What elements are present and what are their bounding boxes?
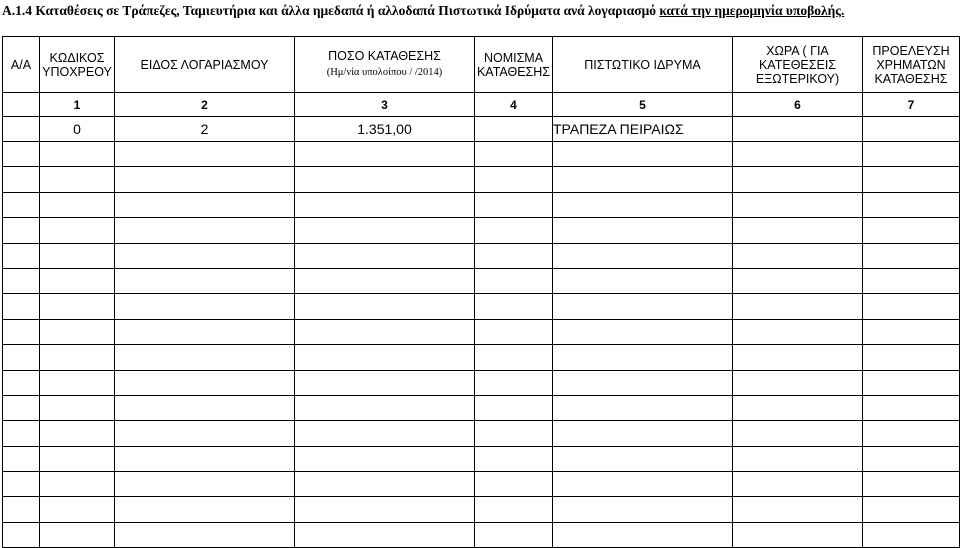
empty-cell (475, 421, 553, 446)
empty-table-row (3, 472, 960, 497)
empty-cell (115, 446, 295, 471)
cell-aa (3, 117, 40, 142)
empty-cell (475, 472, 553, 497)
empty-cell (553, 167, 733, 192)
empty-cell (475, 243, 553, 268)
column-number: 6 (733, 93, 863, 117)
empty-cell (3, 497, 40, 522)
empty-cell (3, 192, 40, 217)
empty-cell (40, 192, 115, 217)
empty-cell (115, 294, 295, 319)
empty-cell (733, 167, 863, 192)
empty-cell (733, 243, 863, 268)
empty-cell (863, 395, 960, 420)
empty-table-row (3, 167, 960, 192)
deposits-table (2, 36, 960, 548)
empty-cell (553, 345, 733, 370)
empty-cell (295, 497, 475, 522)
empty-cell (115, 268, 295, 293)
empty-cell (863, 446, 960, 471)
empty-cell (40, 167, 115, 192)
empty-cell (295, 243, 475, 268)
column-number: 5 (553, 93, 733, 117)
empty-cell (3, 370, 40, 395)
empty-cell (40, 370, 115, 395)
empty-cell (295, 395, 475, 420)
empty-table-row (3, 446, 960, 471)
empty-cell (40, 472, 115, 497)
empty-cell (863, 522, 960, 547)
cell-funds-origin (863, 117, 960, 142)
empty-table-row (3, 395, 960, 420)
header-account-type: ΕΙΔΟΣ ΛΟΓΑΡΙΑΣΜΟΥ (115, 37, 295, 93)
empty-cell (553, 497, 733, 522)
empty-table-row (3, 345, 960, 370)
empty-cell (553, 243, 733, 268)
empty-cell (863, 142, 960, 167)
header-row (3, 37, 960, 93)
column-number: 1 (40, 93, 115, 117)
empty-cell (733, 446, 863, 471)
empty-cell (475, 167, 553, 192)
empty-cell (863, 345, 960, 370)
empty-cell (475, 319, 553, 344)
header-balance-date-note: (Ημ/νία υπολοίπου / /2014) (326, 67, 443, 78)
empty-cell (553, 472, 733, 497)
empty-cell (295, 268, 475, 293)
empty-cell (3, 446, 40, 471)
empty-cell (475, 522, 553, 547)
column-number (3, 93, 40, 117)
empty-cell (295, 522, 475, 547)
empty-cell (3, 167, 40, 192)
empty-cell (115, 421, 295, 446)
cell-account-type: 2 (115, 117, 295, 142)
empty-cell (475, 294, 553, 319)
cell-deposit-amount: 1.351,00 (295, 117, 475, 142)
header-country: ΧΩΡΑ ( ΓΙΑ ΚΑΤΕΘΕΣΕΙΣ ΕΞΩΤΕΡΙΚΟΥ) (733, 37, 863, 93)
section-description-underlined: κατά την ημερομηνία υποβολής. (659, 3, 845, 18)
empty-cell (115, 472, 295, 497)
empty-cell (40, 345, 115, 370)
empty-cell (115, 395, 295, 420)
empty-cell (40, 268, 115, 293)
column-number: 4 (475, 93, 553, 117)
empty-cell (295, 294, 475, 319)
empty-cell (863, 243, 960, 268)
header-funds-origin: ΠΡΟΕΛΕΥΣΗ ΧΡΗΜΑΤΩΝ ΚΑΤΑΘΕΣΗΣ (863, 37, 960, 93)
empty-table-row (3, 192, 960, 217)
empty-cell (3, 319, 40, 344)
empty-cell (115, 142, 295, 167)
empty-cell (553, 395, 733, 420)
column-number: 7 (863, 93, 960, 117)
section-description: Καταθέσεις σε Τράπεζες, Ταμιευτήρια και άλλα ημεδαπά ή αλλοδαπά Πιστωτικά Ιδρύματα ανά λογαριασμό (32, 3, 660, 18)
empty-cell (40, 294, 115, 319)
empty-cell (3, 522, 40, 547)
empty-cell (40, 395, 115, 420)
empty-cell (733, 192, 863, 217)
empty-cell (475, 268, 553, 293)
table-row (3, 117, 960, 142)
empty-cell (3, 395, 40, 420)
form-section-title (2, 2, 958, 20)
cell-obligor-code: 0 (40, 117, 115, 142)
header-obligor-code: ΚΩΔΙΚΟΣ ΥΠΟΧΡΕΟΥ (40, 37, 115, 93)
empty-cell (475, 446, 553, 471)
empty-cell (475, 497, 553, 522)
empty-cell (863, 268, 960, 293)
empty-cell (295, 167, 475, 192)
empty-table-row (3, 243, 960, 268)
empty-cell (733, 218, 863, 243)
empty-cell (3, 142, 40, 167)
empty-cell (115, 218, 295, 243)
empty-cell (115, 192, 295, 217)
empty-table-row (3, 421, 960, 446)
header-deposit-currency: ΝΟΜΙΣΜΑ ΚΑΤΑΘΕΣΗΣ (475, 37, 553, 93)
empty-cell (733, 497, 863, 522)
empty-cell (3, 268, 40, 293)
empty-cell (553, 421, 733, 446)
empty-cell (40, 142, 115, 167)
empty-cell (3, 218, 40, 243)
empty-cell (553, 142, 733, 167)
empty-table-row (3, 268, 960, 293)
empty-cell (733, 522, 863, 547)
empty-cell (115, 497, 295, 522)
empty-cell (475, 395, 553, 420)
empty-cell (295, 421, 475, 446)
empty-cell (553, 522, 733, 547)
empty-cell (295, 472, 475, 497)
cell-currency (475, 117, 553, 142)
empty-cell (475, 218, 553, 243)
empty-cell (295, 218, 475, 243)
empty-cell (295, 345, 475, 370)
empty-cell (863, 472, 960, 497)
empty-cell (3, 472, 40, 497)
empty-cell (295, 446, 475, 471)
empty-cell (295, 192, 475, 217)
empty-cell (553, 319, 733, 344)
empty-cell (115, 167, 295, 192)
empty-cell (863, 218, 960, 243)
empty-cell (115, 522, 295, 547)
empty-cell (863, 192, 960, 217)
empty-cell (3, 345, 40, 370)
empty-cell (733, 421, 863, 446)
empty-cell (733, 370, 863, 395)
empty-cell (115, 243, 295, 268)
empty-cell (733, 142, 863, 167)
empty-cell (3, 243, 40, 268)
empty-cell (115, 319, 295, 344)
empty-cell (733, 472, 863, 497)
empty-table-row (3, 218, 960, 243)
empty-table-row (3, 294, 960, 319)
empty-cell (115, 345, 295, 370)
section-number: Α.1.4 (2, 3, 32, 18)
empty-cell (475, 345, 553, 370)
empty-rows (3, 142, 960, 548)
empty-cell (40, 319, 115, 344)
empty-cell (40, 522, 115, 547)
empty-cell (40, 218, 115, 243)
empty-table-row (3, 319, 960, 344)
empty-cell (863, 294, 960, 319)
empty-cell (733, 395, 863, 420)
empty-table-row (3, 522, 960, 547)
empty-cell (863, 497, 960, 522)
empty-cell (733, 294, 863, 319)
empty-cell (40, 243, 115, 268)
empty-cell (475, 192, 553, 217)
empty-cell (863, 167, 960, 192)
empty-cell (115, 370, 295, 395)
empty-cell (863, 370, 960, 395)
empty-cell (295, 319, 475, 344)
empty-cell (553, 370, 733, 395)
empty-cell (40, 497, 115, 522)
empty-cell (295, 370, 475, 395)
column-number: 2 (115, 93, 295, 117)
empty-cell (475, 370, 553, 395)
empty-cell (733, 268, 863, 293)
empty-cell (3, 294, 40, 319)
cell-credit-institution: ΤΡΑΠΕΖΑ ΠΕΙΡΑΙΩΣ (553, 117, 733, 142)
column-number-row (3, 93, 960, 117)
header-credit-institution: ΠΙΣΤΩΤΙΚΟ ΙΔΡΥΜΑ (553, 37, 733, 93)
empty-cell (553, 218, 733, 243)
empty-cell (553, 192, 733, 217)
empty-cell (295, 142, 475, 167)
empty-table-row (3, 142, 960, 167)
empty-cell (475, 142, 553, 167)
empty-cell (733, 345, 863, 370)
empty-cell (3, 421, 40, 446)
empty-cell (733, 319, 863, 344)
empty-cell (553, 268, 733, 293)
empty-table-row (3, 370, 960, 395)
empty-cell (553, 446, 733, 471)
cell-country (733, 117, 863, 142)
column-number: 3 (295, 93, 475, 117)
empty-cell (863, 421, 960, 446)
empty-cell (553, 294, 733, 319)
header-aa: Α/Α (3, 37, 40, 93)
empty-cell (40, 446, 115, 471)
empty-table-row (3, 497, 960, 522)
empty-cell (863, 319, 960, 344)
header-deposit-amount: ΠΟΣΟ ΚΑΤΑΘΕΣΗΣ (Ημ/νία υπολοίπου / /2014) (295, 37, 475, 93)
empty-cell (40, 421, 115, 446)
